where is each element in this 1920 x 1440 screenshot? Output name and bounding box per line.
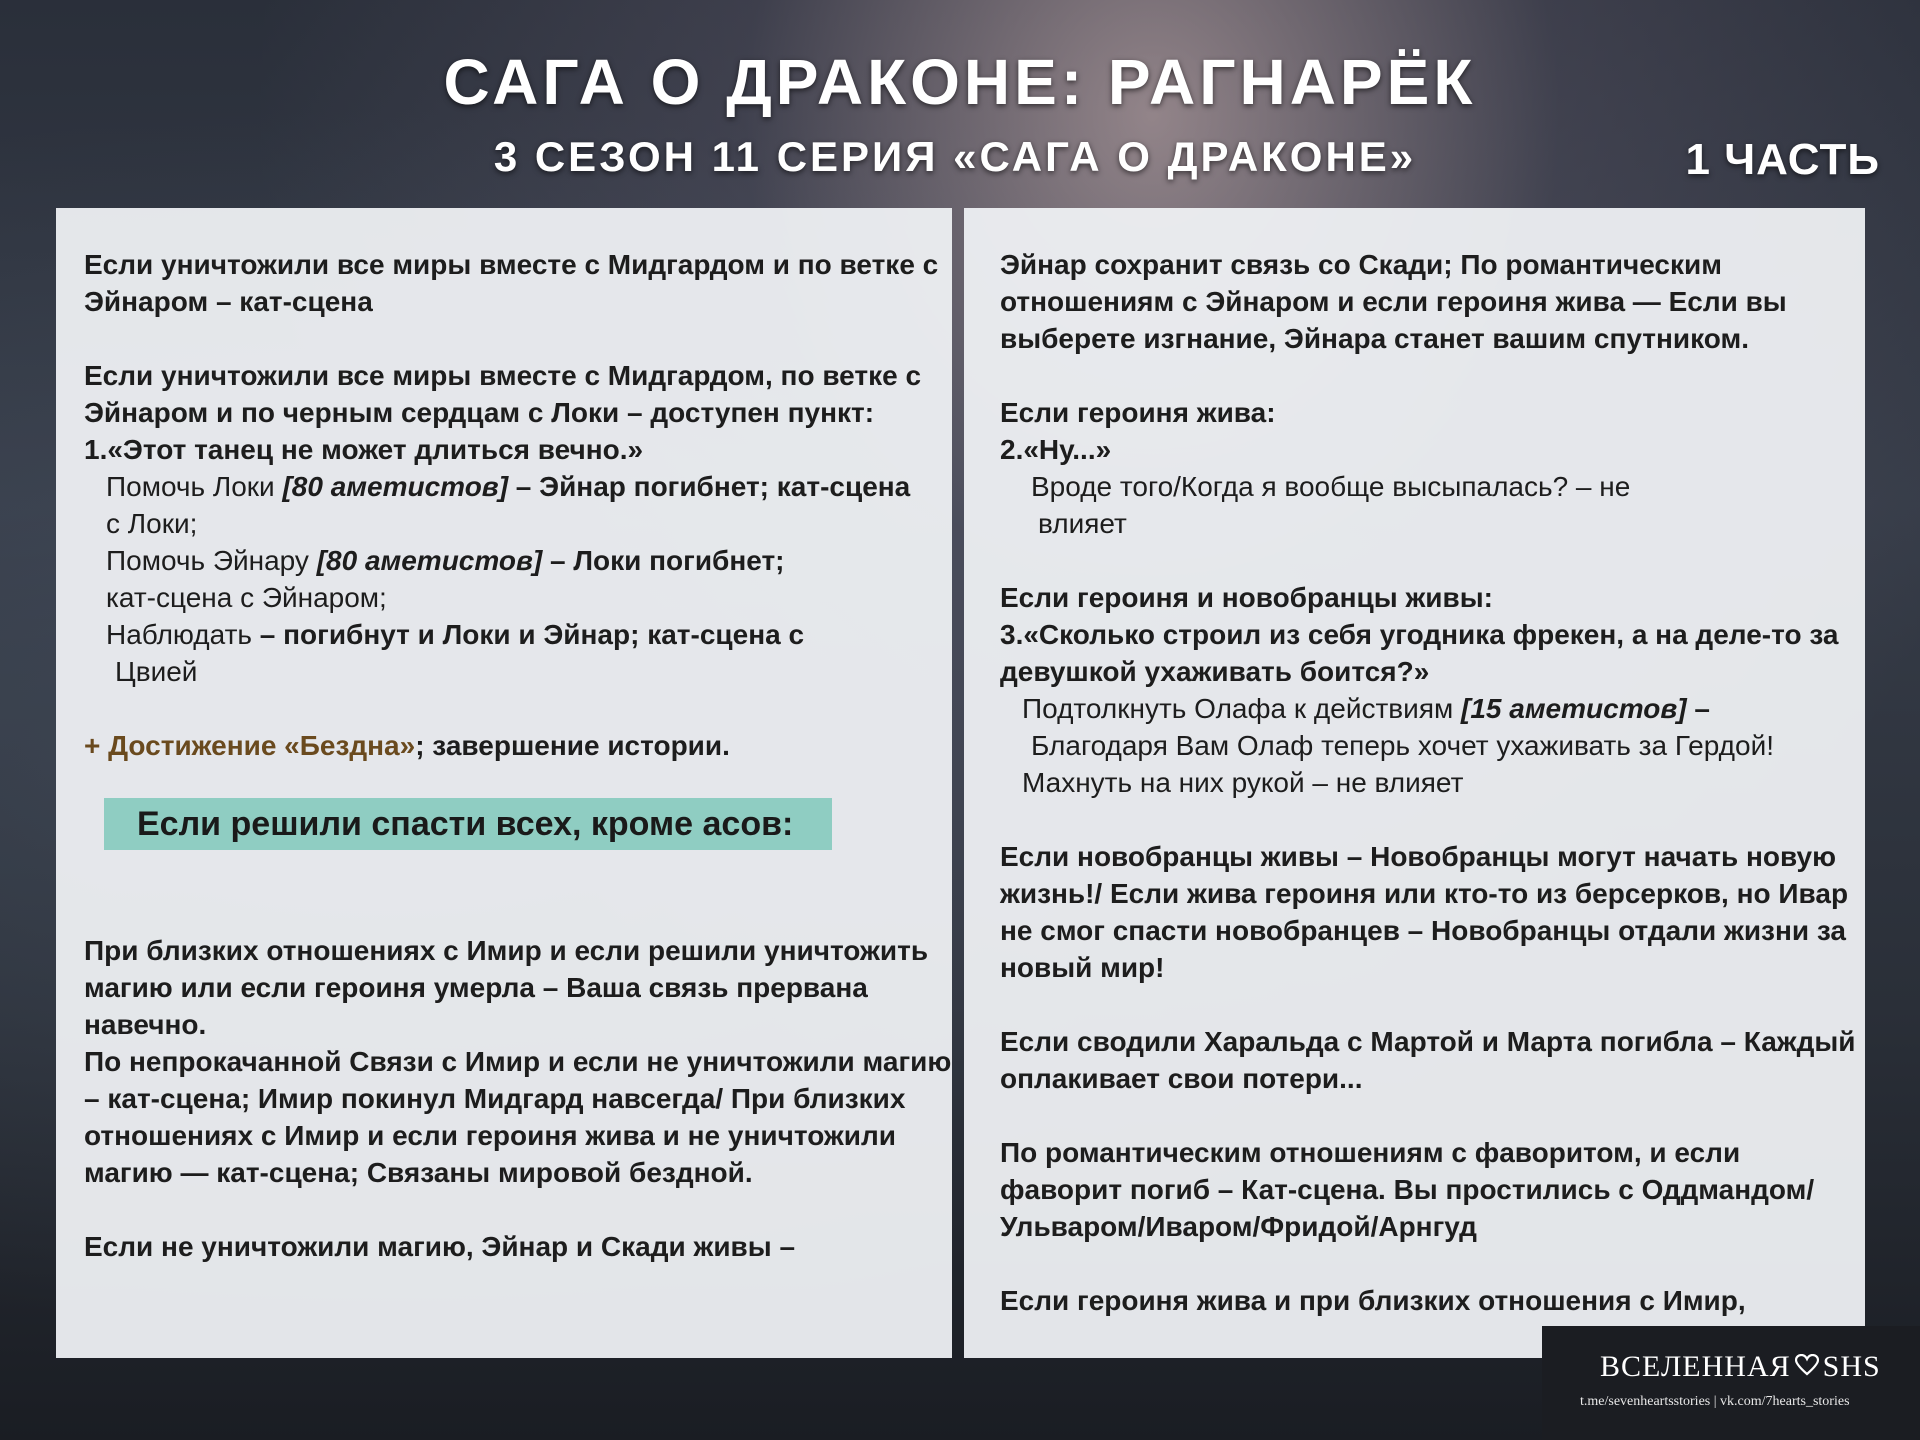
question-3: 3.«Сколько строил из себя угодника фрекен, а на деле-то за девушкой ухаживать боится?»	[1000, 619, 1839, 687]
left-paragraph-5: Если не уничтожили магию, Эйнар и Скади живы –	[84, 1231, 796, 1262]
episode-subtitle-text: 3 СЕЗОН 11 СЕРИЯ «САГА О ДРАКОНЕ»	[493, 133, 1417, 180]
right-paragraph-2: Если новобранцы живы – Новобранцы могут начать новую жизнь!/ Если жива героиня или кто-то из берсерков, но Ивар не смог спасти новобранцев – Новобранцы отдали жизни за новый мир!	[1000, 841, 1849, 983]
q1-option-2-cost: [80 аметистов]	[316, 545, 543, 576]
right-paragraph-3: Если сводили Харальда с Мартой и Марта погибла – Каждый оплакивает свои потери...	[1000, 1026, 1856, 1094]
achievement-line	[84, 727, 952, 764]
condition-3: Если героиня и новобранцы живы:	[1000, 582, 1493, 613]
section-heading: Если решили спасти всех, кроме асов:	[137, 804, 794, 843]
right-paragraph-4: По романтическим отношениям с фаворитом, и если фаворит погиб – Кат-сцена. Вы простились с Оддмандом/ Ульваром/Иваром/Фридой/Арнгуд	[1000, 1137, 1815, 1242]
q3-option-2	[1000, 764, 1865, 801]
q2-option: Вроде того/Когда я вообще высыпалась? – не	[1031, 471, 1631, 502]
q1-option-1	[84, 468, 952, 505]
q1-option-3-choice: Наблюдать	[106, 619, 253, 650]
q1-option-3	[84, 616, 952, 653]
q2-option-cont: влияет	[1038, 508, 1127, 539]
section-heading-box	[104, 798, 832, 850]
q3-option-2-choice: Махнуть на них рукой	[1022, 767, 1305, 798]
right-panel	[964, 208, 1865, 1358]
q3-option-1	[1000, 690, 1865, 727]
q1-option-1-result-cont: с Локи;	[106, 508, 198, 539]
q1-option-1-cost: [80 аметистов]	[282, 471, 509, 502]
question-2: 2.«Ну...»	[1000, 434, 1112, 465]
right-paragraph-5: Если героиня жива и при близких отношения с Имир,	[1000, 1285, 1746, 1316]
question-1: 1.«Этот танец не может длиться вечно.»	[84, 434, 644, 465]
left-paragraph-4: По непрокачанной Связи с Имир и если не уничтожили магию – кат-сцена; Имир покинул Мидгард навсегда/ При близких отношениях с Имир и если героиня жива и не уничтожили магию — кат-сцена; Связаны мировой бездной.	[84, 1046, 952, 1188]
q1-option-1-result: – Эйнар погибнет; кат-сцена	[508, 471, 911, 502]
q1-option-2-result-cont: кат-сцена с Эйнаром;	[106, 582, 387, 613]
part-label: 1 ЧАСТЬ	[1685, 135, 1880, 184]
q3-option-2-result: – не влияет	[1304, 767, 1464, 798]
q1-option-3-result-cont: Цвией	[115, 656, 198, 687]
q3-option-1-dash: –	[1686, 693, 1710, 724]
left-paragraph-1: Если уничтожили все миры вместе с Мидгардом и по ветке с Эйнаром – кат-сцена	[84, 249, 939, 317]
q3-option-1-choice: Подтолкнуть Олафа к действиям	[1022, 693, 1462, 724]
page-title: САГА О ДРАКОНЕ: РАГНАРЁК	[443, 46, 1477, 118]
q1-option-3-result: – погибнут и Локи и Эйнар; кат-сцена с	[252, 619, 805, 650]
right-paragraph-1: Эйнар сохранит связь со Скади; По романтическим отношениям с Эйнаром и если героиня жива — Если вы выберете изгнание, Эйнара станет вашим спутником.	[1000, 249, 1787, 354]
episode-subtitle	[0, 133, 1920, 181]
heart-outline-icon	[1795, 1350, 1819, 1384]
q3-option-1-cost: [15 аметистов]	[1461, 693, 1687, 724]
q1-option-2	[84, 542, 952, 579]
brand-word-2: SHS	[1822, 1350, 1881, 1383]
q1-option-1-choice: Помочь Локи	[106, 471, 283, 502]
q1-option-2-choice: Помочь Эйнару	[106, 545, 317, 576]
condition-2: Если героиня жива:	[1000, 397, 1276, 428]
q3-option-1-result: Благодаря Вам Олаф теперь хочет ухаживать за Гердой!	[1031, 730, 1774, 761]
brand-name	[1600, 1350, 1881, 1384]
left-panel	[56, 208, 952, 1358]
brand-links: t.me/sevenheartsstories | vk.com/7hearts_stories	[1580, 1394, 1850, 1409]
q1-option-2-result: – Локи погибнет;	[542, 545, 785, 576]
left-paragraph-3: При близких отношениях с Имир и если решили уничтожить магию или если героиня умерла – Ваша связь прервана навечно.	[84, 935, 929, 1040]
achievement-name: + Достижение «Бездна»	[84, 730, 416, 761]
brand-word-1: ВСЕЛЕННАЯ	[1600, 1350, 1791, 1383]
achievement-tail: ; завершение истории.	[415, 730, 730, 761]
left-paragraph-2: Если уничтожили все миры вместе с Мидгардом, по ветке с Эйнаром и по черным сердцам с Локи – доступен пункт:	[84, 360, 922, 428]
brand-logo	[1542, 1326, 1920, 1440]
